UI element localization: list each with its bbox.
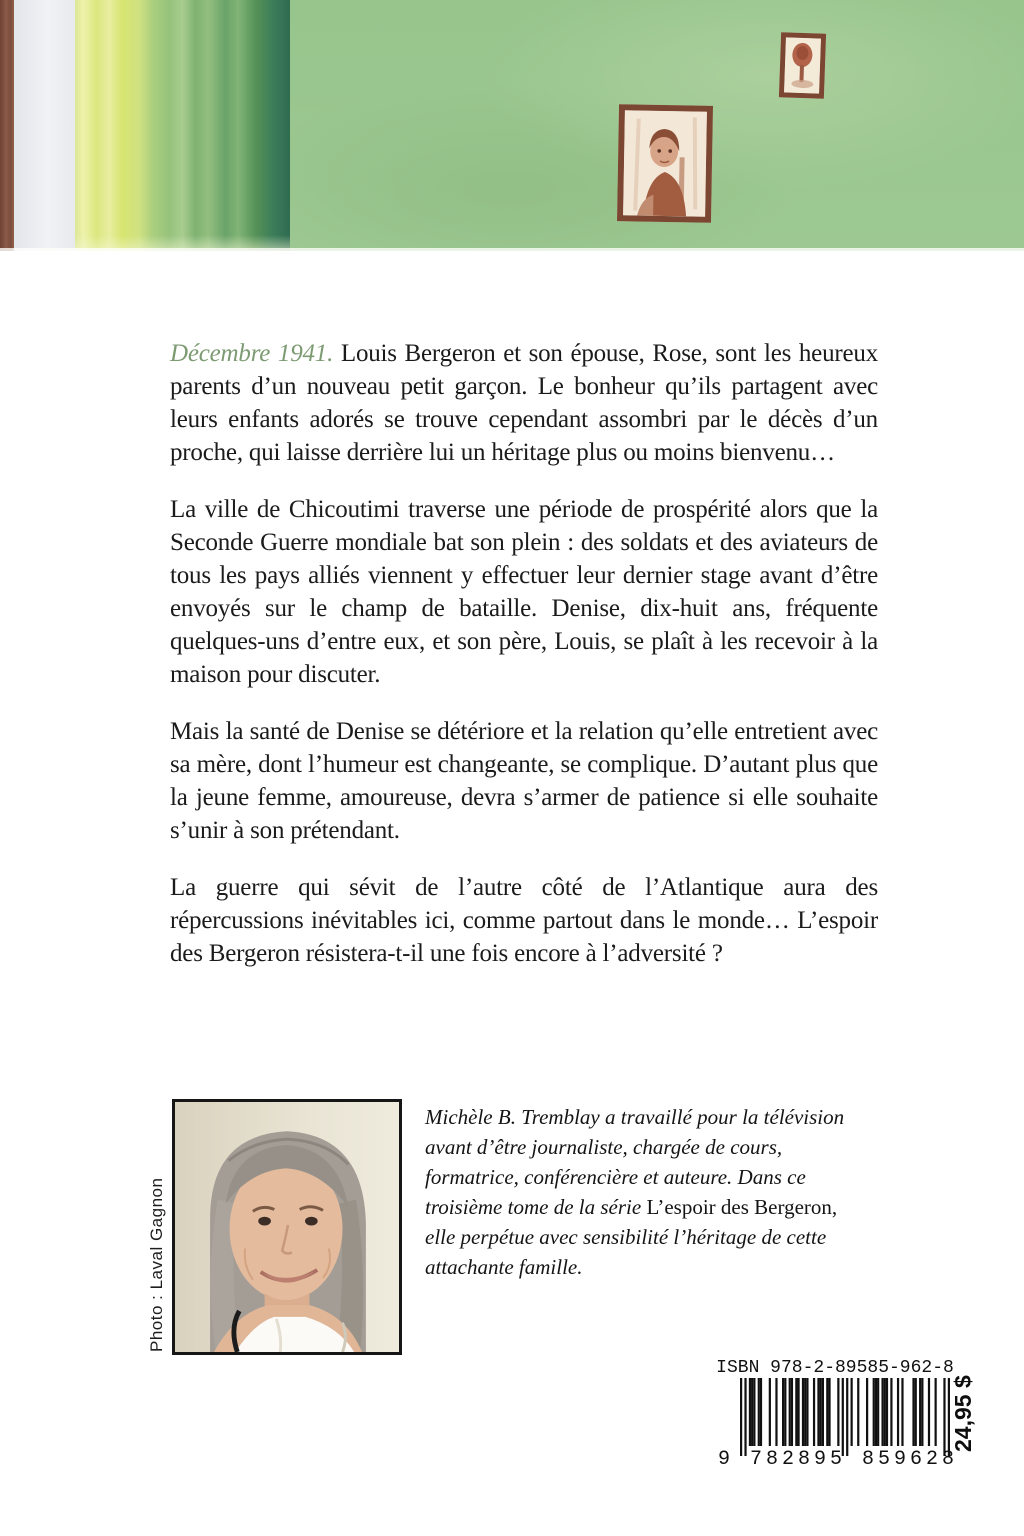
synopsis-paragraph-1 — [170, 337, 878, 469]
author-bio-series-title: L’espoir des Bergeron, — [646, 1195, 838, 1219]
ean-barcode — [740, 1378, 950, 1456]
price-label: 24,95 $ — [950, 1375, 976, 1452]
cover-painting-image — [0, 0, 1024, 251]
synopsis-paragraph-2: La ville de Chicoutimi traverse une période de prospérité alors que la Seconde Guerre mondiale bat son plein : des soldats et des aviateurs de tous les pays alliés viennent y effectuer leur dernier stage avant d’être envoyés sur le champ de bataille. Denise, dix-huit ans, fréquente quelques-uns d’entre eux, et son père, Louis, se plaît à les recevoir à la maison pour discuter. — [170, 496, 878, 688]
painting-wall-trim — [14, 0, 75, 251]
painting-curtain — [75, 0, 290, 251]
synopsis-section — [170, 337, 878, 994]
author-photo — [172, 1099, 402, 1355]
framed-picture-child — [617, 104, 713, 223]
painting-door-frame — [0, 0, 14, 251]
ean-digits: 9 782895 859628 — [718, 1448, 959, 1471]
synopsis-paragraph-3: Mais la santé de Denise se détériore et la relation qu’elle entretient avec sa mère, dont l’humeur est changeante, se complique. D’autant plus que la jeune femme, amoureuse, devra s’armer de patience si elle souhaite s’unir à son prétendant. — [170, 718, 878, 844]
ean-barcode-container — [740, 1378, 950, 1456]
photo-credit: Photo : Laval Gagnon — [147, 1177, 166, 1352]
synopsis-p1-text: Louis Bergeron et son épouse, Rose, sont les heureux parents d’un nouveau petit garçon. Le bonheur qu’ils partagent avec leurs enfants adorés se trouve cependant assombri par le décès d’un proche, qui laisse derrière lui un héritage plus ou moins bienvenu… — [170, 340, 878, 466]
framed-picture-tree — [779, 32, 826, 99]
author-bio-text-1: Michèle B. Tremblay a travaillé pour la télévision avant d’être journaliste, chargée de cours, formatrice, conférencière et auteure. Dans ce troisième tome de la série — [425, 1105, 845, 1219]
isbn-label: ISBN 978-2-89585-962-8 — [716, 1358, 954, 1378]
synopsis-paragraph-4: La guerre qui sévit de l’autre côté de l’Atlantique aura des répercussions inévitables ici, comme partout dans le monde… L’espoir des Bergeron résistera-t-il une fois encore à l’adversité ? — [170, 874, 878, 967]
author-bio — [425, 1102, 845, 1282]
synopsis-date-lead: Décembre 1941. — [170, 340, 334, 367]
author-bio-text-2: elle perpétue avec sensibilité l’héritage de cette attachante famille. — [425, 1225, 827, 1279]
